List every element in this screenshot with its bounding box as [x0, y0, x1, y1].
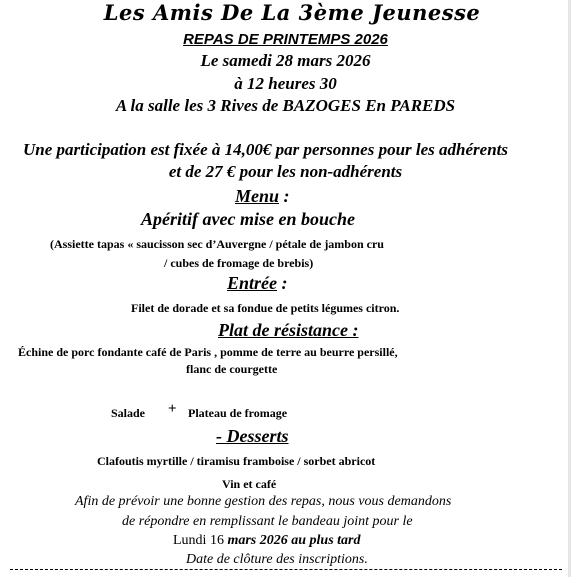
- price-non-members: et de 27 € pour les non-adhérents: [168, 162, 403, 181]
- cut-line-divider: [10, 569, 562, 570]
- footer-note-line-2: de répondre en remplissant le bandeau joint pour le: [122, 514, 413, 529]
- plus-sign: +: [168, 401, 177, 417]
- drinks-item: Vin et café: [222, 477, 277, 491]
- main-course-line-1: Échine de porc fondante café de Paris , pomme de terre au beurre persillé,: [18, 345, 398, 359]
- deadline-line: [173, 533, 361, 549]
- desserts-item: Clafoutis myrtille / tiramisu framboise / sorbet abricot: [97, 454, 376, 468]
- event-date: Le samedi 28 mars 2026: [200, 51, 371, 70]
- starter-heading-colon: :: [281, 273, 288, 293]
- aperitif-detail-line-1: (Assiette tapas « saucisson sec d’Auvergne / pétale de jambon cru: [50, 237, 384, 251]
- aperitif-title: Apéritif avec mise en bouche: [141, 209, 355, 229]
- aperitif-detail-line-2: / cubes de fromage de brebis): [164, 256, 314, 270]
- desserts-heading: - Desserts: [216, 426, 289, 446]
- salad-label: Salade: [111, 406, 146, 420]
- menu-heading-text: Menu: [235, 186, 280, 206]
- starter-item: Filet de dorade et sa fondue de petits légumes citron.: [131, 301, 400, 315]
- deadline-rest: mars 2026 au plus tard: [227, 533, 361, 548]
- club-name-title: Les Amis De La 3ème Jeunesse: [103, 0, 481, 25]
- starter-heading-text: Entrée: [227, 273, 278, 293]
- event-title: REPAS DE PRINTEMPS 2026: [183, 31, 388, 48]
- deadline-day: Lundi 16: [173, 533, 224, 548]
- main-course-line-2: flanc de courgette: [186, 362, 278, 376]
- menu-heading-colon: :: [283, 186, 290, 206]
- event-time: à 12 heures 30: [234, 74, 337, 93]
- starter-heading: [227, 273, 288, 294]
- cheese-label: Plateau de fromage: [188, 406, 288, 420]
- event-venue: A la salle les 3 Rives de BAZOGES En PAREDS: [115, 96, 456, 115]
- footer-note-line-1: Afin de prévoir une bonne gestion des repas, nous vous demandons: [75, 494, 452, 509]
- main-course-heading: Plat de résistance :: [218, 320, 359, 340]
- menu-heading: [235, 186, 290, 207]
- footer-note-line-4: Date de clôture des inscriptions.: [186, 552, 368, 567]
- price-members: Une participation est fixée à 14,00€ par personnes pour les adhérents: [23, 140, 508, 159]
